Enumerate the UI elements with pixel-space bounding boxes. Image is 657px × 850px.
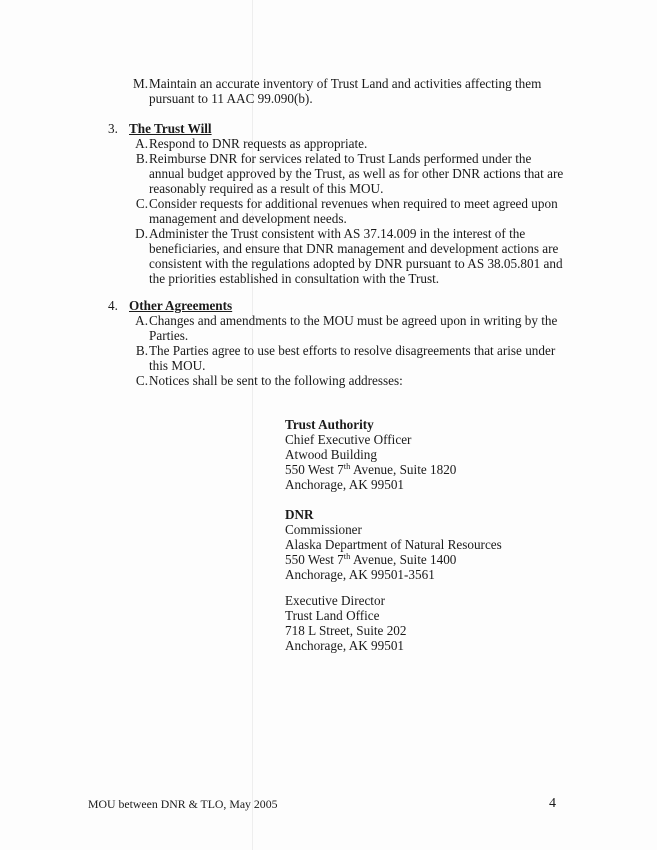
address-line: Atwood Building [285, 447, 377, 462]
item-line: Reimburse DNR for services related to Trust Lands performed under the [149, 151, 532, 166]
item-line: this MOU. [149, 358, 206, 373]
address-street: 550 West 7th Avenue, Suite 1400 [285, 551, 457, 567]
address-city: Anchorage, AK 99501-3561 [285, 567, 435, 582]
item-line: Consider requests for additional revenues when required to meet agreed upon [149, 196, 558, 211]
address-title: Trust Authority [285, 417, 374, 432]
item-line: The Parties agree to use best efforts to resolve disagreements that arise under [149, 343, 556, 358]
address-line: Trust Land Office [285, 608, 380, 623]
item-letter: B. [135, 151, 148, 166]
address-city: Anchorage, AK 99501 [285, 638, 405, 653]
item-line: reasonably required as a result of this MOU. [149, 181, 384, 196]
address-line: Commissioner [285, 522, 362, 537]
address-title: DNR [285, 507, 314, 522]
address-street: 550 West 7th Avenue, Suite 1820 [285, 461, 457, 477]
page-number: 4 [549, 796, 556, 811]
item-line: Maintain an accurate inventory of Trust Land and activities affecting them [149, 76, 542, 91]
item-letter: M. [132, 76, 148, 91]
item-line: Changes and amendments to the MOU must be agreed upon in writing by the [149, 313, 558, 328]
item-letter: A. [135, 313, 148, 328]
item-line: annual budget approved by the Trust, as well as for other DNR actions that are [149, 166, 564, 181]
scan-fold-line [252, 0, 253, 850]
section-title: Other Agreements [129, 298, 233, 313]
item-letter: A. [135, 136, 148, 151]
address-street: 718 L Street, Suite 202 [285, 623, 407, 638]
item-line: Administer the Trust consistent with AS 37.14.009 in the interest of the [149, 226, 526, 241]
item-letter: D. [135, 226, 148, 241]
address-line: Chief Executive Officer [285, 432, 412, 447]
item-line: Parties. [149, 328, 189, 343]
item-line: pursuant to 11 AAC 99.090(b). [149, 91, 313, 106]
item-line: beneficiaries, and ensure that DNR management and development actions are [149, 241, 559, 256]
item-line: the priorities established in consultation with the Trust. [149, 271, 440, 286]
address-line: Alaska Department of Natural Resources [285, 537, 502, 552]
item-line: Notices shall be sent to the following addresses: [149, 373, 403, 388]
item-letter: C. [135, 373, 148, 388]
section-title: The Trust Will [129, 121, 212, 136]
item-letter: C. [135, 196, 148, 211]
address-city: Anchorage, AK 99501 [285, 477, 405, 492]
section-number: 3. [108, 121, 118, 136]
item-line: management and development needs. [149, 211, 347, 226]
address-line: Executive Director [285, 593, 385, 608]
section-number: 4. [108, 298, 118, 313]
item-line: Respond to DNR requests as appropriate. [149, 136, 368, 151]
item-line: consistent with the regulations adopted by DNR pursuant to AS 38.05.801 and [149, 256, 563, 271]
footer-text: MOU between DNR & TLO, May 2005 [88, 797, 278, 811]
item-letter: B. [135, 343, 148, 358]
